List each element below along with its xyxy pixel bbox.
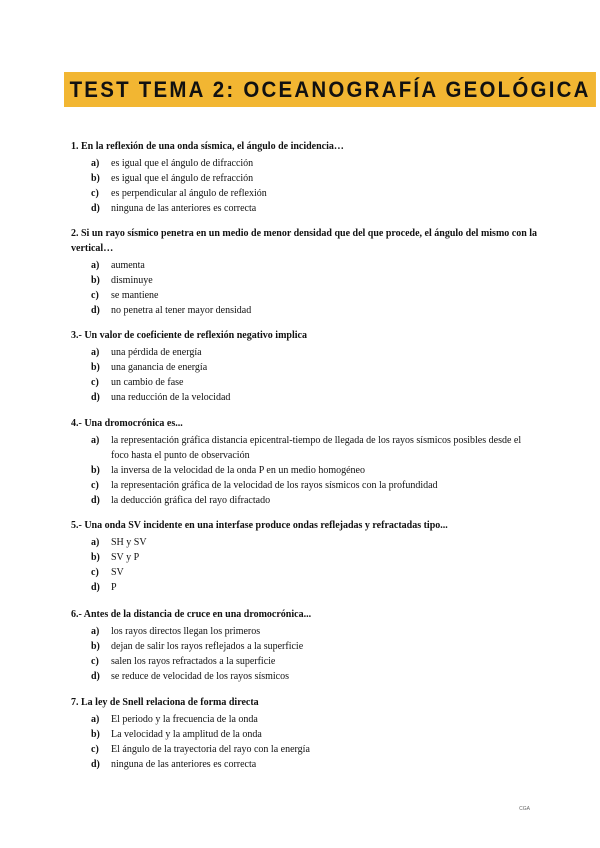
option-letter: b) [91,641,100,652]
option-text: es perpendicular al ángulo de reflexión [111,188,267,199]
option-text: un cambio de fase [111,377,184,388]
option-letter: a) [91,347,100,358]
option-text: una pérdida de energía [111,347,202,358]
option-d [71,303,541,318]
question-stem: 3.- Un valor de coeficiente de reflexión negativo implica [71,330,307,341]
question-stem: 5.- Una onda SV incidente en una interfase produce ondas reflejadas y refractadas tipo... [71,520,448,531]
option-text: se mantiene [111,290,159,301]
option-letter: b) [91,362,100,373]
option-letter: d) [91,495,100,506]
option-letter: d) [91,759,100,770]
option-letter: a) [91,435,100,446]
option-b [71,273,541,288]
option-d [71,757,541,772]
option-d [71,669,541,684]
option-letter: d) [91,392,100,403]
question-1 [71,139,541,216]
question-stem: 7. La ley de Snell relaciona de forma directa [71,697,259,708]
option-letter: b) [91,465,100,476]
option-c [71,375,541,390]
option-text: SH y SV [111,537,147,548]
question-stem: 6.- Antes de la distancia de cruce en una dromocrónica... [71,609,312,620]
option-text: disminuye [111,275,153,286]
option-text: P [111,582,117,593]
option-letter: c) [91,656,99,667]
option-text: una reducción de la velocidad [111,392,231,403]
option-b [71,639,541,654]
option-text: una ganancia de energía [111,362,208,373]
question-6 [71,607,541,684]
option-text: es igual que el ángulo de refracción [111,173,254,184]
option-c [71,186,541,201]
option-text: se reduce de velocidad de los rayos sísmicos [111,671,290,682]
option-a [71,624,541,639]
option-letter: c) [91,567,99,578]
option-letter: a) [91,537,100,548]
option-text: aumenta [111,260,145,271]
option-text: salen los rayos refractados a la superficie [111,656,276,667]
question-3 [71,328,541,405]
option-c [71,565,541,580]
option-letter: b) [91,275,100,286]
option-text: ninguna de las anteriores es correcta [111,203,257,214]
option-b [71,550,541,565]
option-letter: b) [91,552,100,563]
option-letter: a) [91,158,100,169]
option-d [71,580,541,595]
option-b [71,727,541,742]
option-d [71,493,541,508]
option-c [71,288,541,303]
question-4 [71,416,541,508]
option-b [71,463,541,478]
option-text: los rayos directos llegan los primeros [111,626,261,637]
option-text: no penetra al tener mayor densidad [111,305,252,316]
option-letter: c) [91,480,99,491]
option-letter: d) [91,671,100,682]
question-2 [71,226,541,318]
title-block [64,72,600,107]
option-a [71,535,541,550]
option-b [71,171,541,186]
option-text: El periodo y la frecuencia de la onda [111,714,258,725]
question-stem: 1. En la reflexión de una onda sísmica, el ángulo de incidencia… [71,141,344,152]
option-letter: b) [91,173,100,184]
option-a [71,258,541,273]
option-text: La velocidad y la amplitud de la onda [111,729,262,740]
question-stem: 4.- Una dromocrónica es... [71,418,183,429]
option-d [71,390,541,405]
option-text: El ángulo de la trayectoria del rayo con la energía [111,744,310,755]
option-letter: a) [91,626,100,637]
option-text: SV [111,567,124,578]
option-b [71,360,541,375]
option-text: SV y P [111,552,140,563]
option-a [71,345,541,360]
option-letter: d) [91,582,100,593]
option-text: dejan de salir los rayos reflejados a la superficie [111,641,304,652]
option-c [71,742,541,757]
question-7 [71,695,541,772]
option-text: la representación gráfica distancia epicentral-tiempo de llegada de los rayos sísmicos posibles desde el foco hasta el punto de observación [111,435,522,461]
option-letter: a) [91,260,100,271]
option-text: es igual que el ángulo de difracción [111,158,254,169]
page-title: TEST TEMA 2: OCEANOGRAFÍA GEOLÓGICA [64,72,596,107]
option-d [71,201,541,216]
option-letter: c) [91,377,99,388]
option-letter: d) [91,305,100,316]
option-text: la inversa de la velocidad de la onda P en un medio homogéneo [111,465,365,476]
option-letter: b) [91,729,100,740]
option-a [71,156,541,171]
option-letter: d) [91,203,100,214]
question-stem: 2. Si un rayo sísmico penetra en un medio de menor densidad que del que procede, el ángulo del mismo con la vertical… [71,228,538,254]
footer-mark: CGA [519,806,530,812]
option-a [71,433,541,463]
option-text: la deducción gráfica del rayo difractado [111,495,271,506]
option-letter: c) [91,188,99,199]
option-c [71,478,541,493]
option-letter: a) [91,714,100,725]
option-letter: c) [91,744,99,755]
option-text: la representación gráfica de la velocidad de los rayos sísmicos con la profundidad [111,480,438,491]
question-5 [71,518,541,595]
option-a [71,712,541,727]
option-c [71,654,541,669]
option-text: ninguna de las anteriores es correcta [111,759,257,770]
option-letter: c) [91,290,99,301]
